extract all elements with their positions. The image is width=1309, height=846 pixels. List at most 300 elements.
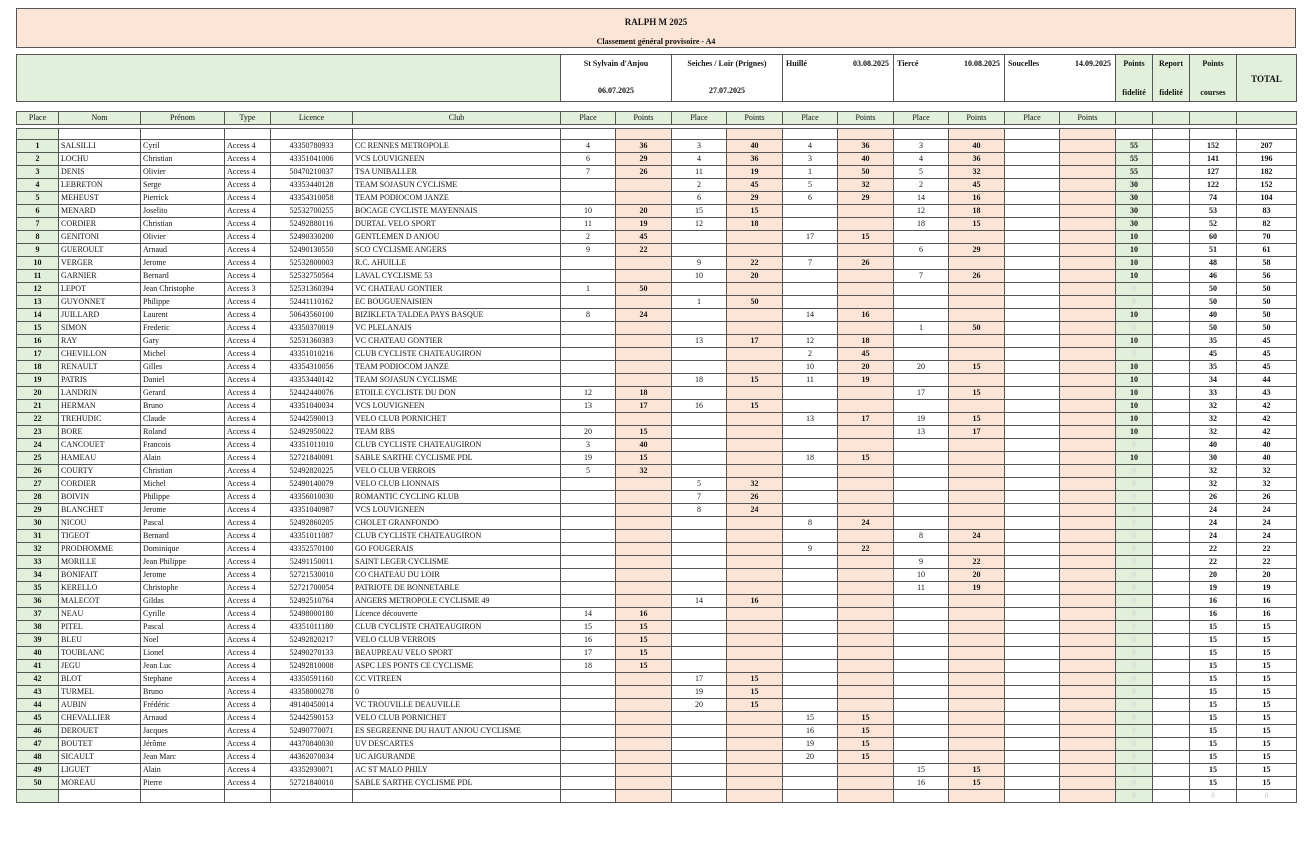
rank-cell: 21 xyxy=(17,400,59,413)
club-cell: ES SEGREENNE DU HAUT ANJOU CYCLISME xyxy=(353,725,561,738)
event-place-cell xyxy=(894,491,949,504)
rank-cell: 14 xyxy=(17,309,59,322)
type-cell: Access 4 xyxy=(225,400,271,413)
event-points-cell xyxy=(616,725,672,738)
prenom-cell: Olivier xyxy=(141,166,225,179)
total-cell: 15 xyxy=(1237,660,1297,673)
club-cell: VELO CLUB VERROIS xyxy=(353,465,561,478)
fidelite-cell: 0 xyxy=(1116,725,1153,738)
type-cell: Access 4 xyxy=(225,309,271,322)
fidelite-cell: 0 xyxy=(1116,608,1153,621)
type-cell: Access 4 xyxy=(225,439,271,452)
nom-cell: JEGU xyxy=(59,660,141,673)
licence-cell: 43350591160 xyxy=(271,673,353,686)
rank-cell: 7 xyxy=(17,218,59,231)
fidelite-cell: 0 xyxy=(1116,517,1153,530)
event-place-cell xyxy=(1005,660,1060,673)
event-place-cell: 20 xyxy=(894,361,949,374)
report-cell xyxy=(1153,283,1190,296)
sheet-title: RALPH M 2025 xyxy=(624,17,688,27)
club-cell: ROMANTIC CYCLING KLUB xyxy=(353,491,561,504)
event-header-1 xyxy=(561,55,672,102)
report-cell xyxy=(1153,712,1190,725)
total-header: TOTAL xyxy=(1237,55,1297,102)
total-cell: 50 xyxy=(1237,283,1297,296)
fidelite-cell: 0 xyxy=(1116,660,1153,673)
courses-cell: 26 xyxy=(1190,491,1237,504)
event-place-cell xyxy=(1005,192,1060,205)
total-cell: 26 xyxy=(1237,491,1297,504)
prenom-cell: Stephane xyxy=(141,673,225,686)
courses-cell: 122 xyxy=(1190,179,1237,192)
event-place-cell: 6 xyxy=(783,192,838,205)
event-place-cell xyxy=(894,660,949,673)
event-points-cell: 15 xyxy=(727,686,783,699)
table-row xyxy=(17,543,1297,556)
report-cell xyxy=(1153,439,1190,452)
courses-cell: 32 xyxy=(1190,400,1237,413)
event-place-cell xyxy=(672,764,727,777)
event-place-cell: 5 xyxy=(672,478,727,491)
table-row xyxy=(17,400,1297,413)
event-points-cell: 24 xyxy=(727,504,783,517)
club-cell: R.C. AHUILLE xyxy=(353,257,561,270)
event-points-cell: 22 xyxy=(616,244,672,257)
courses-cell: 24 xyxy=(1190,517,1237,530)
event-points-cell xyxy=(1060,153,1116,166)
event-place-cell: 2 xyxy=(894,179,949,192)
report-cell xyxy=(1153,426,1190,439)
prenom-cell: Jérôme xyxy=(141,738,225,751)
event-place-cell: 6 xyxy=(672,192,727,205)
rank-cell: 19 xyxy=(17,374,59,387)
event-place-cell: 13 xyxy=(783,413,838,426)
report-cell xyxy=(1153,517,1190,530)
event-points-cell: 15 xyxy=(838,738,894,751)
event-points-cell xyxy=(616,699,672,712)
club-cell: CLUB CYCLISTE CHATEAUGIRON xyxy=(353,348,561,361)
event-points-cell xyxy=(727,764,783,777)
event-points-cell: 15 xyxy=(838,725,894,738)
event-points-cell xyxy=(949,309,1005,322)
event-points-cell xyxy=(616,413,672,426)
event-place-cell xyxy=(1005,348,1060,361)
event-points-cell: 40 xyxy=(727,140,783,153)
event-points-cell: 32 xyxy=(727,478,783,491)
event-place-cell xyxy=(894,751,949,764)
prenom-cell: Michel xyxy=(141,348,225,361)
fidelite-cell: 0 xyxy=(1116,348,1153,361)
event-points-cell xyxy=(1060,179,1116,192)
event-place-cell xyxy=(672,738,727,751)
event-points-cell xyxy=(727,530,783,543)
event-place-cell xyxy=(1005,595,1060,608)
event-place-cell xyxy=(1005,569,1060,582)
nom-cell: RENAULT xyxy=(59,361,141,374)
event-place-cell xyxy=(1005,465,1060,478)
event-points-cell xyxy=(616,764,672,777)
rank-cell: 44 xyxy=(17,699,59,712)
club-cell: TSA UNIBALLER xyxy=(353,166,561,179)
club-cell: GENTLEMEN D ANJOU xyxy=(353,231,561,244)
event-points-cell: 16 xyxy=(949,192,1005,205)
event-points-cell xyxy=(616,491,672,504)
fidelite-cell: 0 xyxy=(1116,777,1153,790)
report-cell xyxy=(1153,465,1190,478)
table-row xyxy=(17,335,1297,348)
event-place-cell xyxy=(561,686,616,699)
fidelite-cell: 0 xyxy=(1116,686,1153,699)
event-place-cell: 18 xyxy=(672,374,727,387)
event-points-cell xyxy=(616,790,672,803)
event-points-cell xyxy=(949,231,1005,244)
event-place-cell xyxy=(1005,738,1060,751)
event-place-cell xyxy=(1005,335,1060,348)
report-cell xyxy=(1153,530,1190,543)
event-points-cell xyxy=(616,530,672,543)
fidelite-cell: 0 xyxy=(1116,582,1153,595)
col-report xyxy=(1153,112,1190,125)
event-place-cell: 19 xyxy=(894,413,949,426)
club-cell: CHOLET GRANFONDO xyxy=(353,517,561,530)
prenom-cell: Lionel xyxy=(141,647,225,660)
event-place-cell: 1 xyxy=(672,296,727,309)
event-points-cell xyxy=(1060,231,1116,244)
nom-cell: BOIVIN xyxy=(59,491,141,504)
nom-cell: BORE xyxy=(59,426,141,439)
rank-cell: 3 xyxy=(17,166,59,179)
club-cell: DURTAL VELO SPORT xyxy=(353,218,561,231)
nom-cell: TURMEL xyxy=(59,686,141,699)
club-cell: AC ST MALO PHILY xyxy=(353,764,561,777)
event-points-cell xyxy=(949,634,1005,647)
total-cell: 58 xyxy=(1237,257,1297,270)
courses-cell: 32 xyxy=(1190,413,1237,426)
report-cell xyxy=(1153,348,1190,361)
courses-cell: 35 xyxy=(1190,335,1237,348)
courses-cell: 74 xyxy=(1190,192,1237,205)
event-place-cell: 9 xyxy=(783,543,838,556)
event-place-cell: 16 xyxy=(672,400,727,413)
event-place-cell xyxy=(783,283,838,296)
event-place-cell xyxy=(783,790,838,803)
licence-cell: 43352930071 xyxy=(271,764,353,777)
nom-cell: DEROUET xyxy=(59,725,141,738)
type-cell: Access 4 xyxy=(225,660,271,673)
event-place-cell xyxy=(1005,777,1060,790)
total-cell: 22 xyxy=(1237,556,1297,569)
table-row xyxy=(17,621,1297,634)
event-points-cell: 15 xyxy=(727,699,783,712)
event-points-cell xyxy=(838,426,894,439)
event-place-cell: 14 xyxy=(561,608,616,621)
event-place-cell xyxy=(672,647,727,660)
event-place-cell xyxy=(672,608,727,621)
total-cell: 70 xyxy=(1237,231,1297,244)
event-points-cell: 17 xyxy=(727,335,783,348)
total-cell: 15 xyxy=(1237,725,1297,738)
event-points-cell xyxy=(949,400,1005,413)
event-place-cell xyxy=(1005,530,1060,543)
fidelite-cell: 0 xyxy=(1116,491,1153,504)
event-points-cell xyxy=(1060,296,1116,309)
event-points-cell xyxy=(1060,478,1116,491)
event-place-cell: 13 xyxy=(894,426,949,439)
table-row xyxy=(17,556,1297,569)
courses-cell: 0 xyxy=(1190,790,1237,803)
event-place-cell xyxy=(894,543,949,556)
prenom-cell: Christophe xyxy=(141,582,225,595)
event-points-cell xyxy=(1060,192,1116,205)
rank-cell: 37 xyxy=(17,608,59,621)
event-name: Tiercé xyxy=(897,59,919,68)
event-points-cell xyxy=(838,387,894,400)
event-points-cell: 22 xyxy=(838,543,894,556)
table-row xyxy=(17,504,1297,517)
event-place-cell xyxy=(894,608,949,621)
courses-cell: 22 xyxy=(1190,543,1237,556)
total-cell: 15 xyxy=(1237,712,1297,725)
event-points-cell: 15 xyxy=(949,413,1005,426)
event-points-cell xyxy=(1060,452,1116,465)
event-points-cell: 17 xyxy=(616,400,672,413)
event-place-cell: 11 xyxy=(894,582,949,595)
rank-cell: 2 xyxy=(17,153,59,166)
club-cell: GO FOUGERAIS xyxy=(353,543,561,556)
type-cell: Access 4 xyxy=(225,712,271,725)
event-place-cell xyxy=(783,582,838,595)
event-place-cell: 5 xyxy=(783,179,838,192)
event-points-cell: 18 xyxy=(616,387,672,400)
event-points-cell xyxy=(1060,205,1116,218)
event-place-cell xyxy=(1005,491,1060,504)
event-points-cell xyxy=(1060,569,1116,582)
rank-cell: 42 xyxy=(17,673,59,686)
rank-cell: 16 xyxy=(17,335,59,348)
event-place-cell xyxy=(783,244,838,257)
club-cell: CC VITREEN xyxy=(353,673,561,686)
event-place-cell xyxy=(1005,504,1060,517)
event-place-cell xyxy=(783,764,838,777)
fidelite-cell: 0 xyxy=(1116,478,1153,491)
event-points-cell xyxy=(838,634,894,647)
club-cell: VELO CLUB PORNICHET xyxy=(353,413,561,426)
event-place-cell xyxy=(561,374,616,387)
prenom-cell: Alain xyxy=(141,764,225,777)
nom-cell: BONIFAIT xyxy=(59,569,141,582)
event-place-cell: 20 xyxy=(783,751,838,764)
licence-cell: 50470210037 xyxy=(271,166,353,179)
rank-cell: 32 xyxy=(17,543,59,556)
prenom-cell: Noel xyxy=(141,634,225,647)
event-place-cell xyxy=(561,543,616,556)
fidelite-cell: 30 xyxy=(1116,192,1153,205)
table-row xyxy=(17,634,1297,647)
rank-cell: 13 xyxy=(17,296,59,309)
prenom-cell: Bruno xyxy=(141,686,225,699)
report-cell xyxy=(1153,140,1190,153)
event-place-cell xyxy=(1005,231,1060,244)
rank-cell: 15 xyxy=(17,322,59,335)
event-place-cell: 11 xyxy=(783,374,838,387)
rank-cell: 33 xyxy=(17,556,59,569)
club-cell: VC CHATEAU GONTIER xyxy=(353,283,561,296)
club-cell: BEAUPREAU VELO SPORT xyxy=(353,647,561,660)
rank-cell: 12 xyxy=(17,283,59,296)
event-points-cell xyxy=(949,660,1005,673)
table-row xyxy=(17,348,1297,361)
nom-cell: GENITONI xyxy=(59,231,141,244)
event-place-cell: 2 xyxy=(672,179,727,192)
event-points-cell: 15 xyxy=(616,452,672,465)
nom-cell: CORDIER xyxy=(59,478,141,491)
header-blank xyxy=(17,55,561,102)
event-place-cell xyxy=(783,465,838,478)
event-place-cell xyxy=(894,231,949,244)
rank-cell: 17 xyxy=(17,348,59,361)
event-points-cell xyxy=(1060,699,1116,712)
event-points-cell xyxy=(1060,413,1116,426)
report-cell xyxy=(1153,400,1190,413)
event-points-cell xyxy=(838,673,894,686)
total-cell: 32 xyxy=(1237,465,1297,478)
event-points-cell: 50 xyxy=(616,283,672,296)
event-points-cell: 26 xyxy=(727,491,783,504)
event-points-cell: 22 xyxy=(727,257,783,270)
points-fidelite-header: Points fidelité xyxy=(1116,55,1153,102)
event-points-cell xyxy=(1060,322,1116,335)
club-cell: EC BOUGUENAISIEN xyxy=(353,296,561,309)
event-date: 03.08.2025 xyxy=(853,59,889,68)
nom-cell: CORDIER xyxy=(59,218,141,231)
event-place-cell: 3 xyxy=(783,153,838,166)
event-points-cell xyxy=(949,712,1005,725)
rank-cell: 18 xyxy=(17,361,59,374)
event-points-cell: 19 xyxy=(616,218,672,231)
total-cell: 24 xyxy=(1237,517,1297,530)
event-place-cell xyxy=(894,738,949,751)
nom-cell: DENIS xyxy=(59,166,141,179)
report-cell xyxy=(1153,205,1190,218)
event-date: 06.07.2025 xyxy=(598,86,634,95)
courses-cell: 127 xyxy=(1190,166,1237,179)
event-place-cell xyxy=(894,699,949,712)
club-cell: SAINT LEGER CYCLISME xyxy=(353,556,561,569)
event-points-cell xyxy=(838,296,894,309)
event-points-cell xyxy=(949,725,1005,738)
club-cell: VC TROUVILLE DEAUVILLE xyxy=(353,699,561,712)
event-place-cell xyxy=(1005,647,1060,660)
nom-cell: PATRIS xyxy=(59,374,141,387)
prenom-cell: Jerome xyxy=(141,569,225,582)
licence-cell: 52531360383 xyxy=(271,335,353,348)
table-row xyxy=(17,478,1297,491)
event-place-cell xyxy=(1005,374,1060,387)
event-place-cell: 16 xyxy=(561,634,616,647)
total-cell: 15 xyxy=(1237,621,1297,634)
event-place-cell xyxy=(894,257,949,270)
event-place-cell xyxy=(1005,413,1060,426)
licence-cell: 52492820217 xyxy=(271,634,353,647)
courses-cell: 30 xyxy=(1190,452,1237,465)
event-place-cell xyxy=(561,764,616,777)
table-row xyxy=(17,491,1297,504)
event-points-cell xyxy=(1060,335,1116,348)
event-points-cell xyxy=(838,465,894,478)
event-place-cell xyxy=(672,569,727,582)
event-points-cell: 19 xyxy=(949,582,1005,595)
courses-cell: 20 xyxy=(1190,569,1237,582)
event-points-cell xyxy=(949,257,1005,270)
col-event-points: Points xyxy=(1060,112,1116,125)
event-place-cell: 18 xyxy=(894,218,949,231)
fidelite-cell: 10 xyxy=(1116,452,1153,465)
rank-cell: 24 xyxy=(17,439,59,452)
licence-cell: 52492950022 xyxy=(271,426,353,439)
total-cell: 152 xyxy=(1237,179,1297,192)
event-place-cell xyxy=(561,569,616,582)
rank-cell: 43 xyxy=(17,686,59,699)
event-points-cell xyxy=(1060,374,1116,387)
courses-cell: 33 xyxy=(1190,387,1237,400)
event-points-cell: 24 xyxy=(838,517,894,530)
fidelite-cell: 0 xyxy=(1116,712,1153,725)
rank-cell: 45 xyxy=(17,712,59,725)
total-cell: 44 xyxy=(1237,374,1297,387)
type-cell: Access 4 xyxy=(225,530,271,543)
event-place-cell xyxy=(672,543,727,556)
event-place-cell: 7 xyxy=(672,491,727,504)
event-place-cell xyxy=(894,478,949,491)
event-place-cell: 16 xyxy=(894,777,949,790)
fidelite-cell: 0 xyxy=(1116,738,1153,751)
type-cell: Access 4 xyxy=(225,491,271,504)
event-place-cell: 17 xyxy=(672,673,727,686)
type-cell: Access 4 xyxy=(225,361,271,374)
event-points-cell xyxy=(838,764,894,777)
table-row xyxy=(17,582,1297,595)
report-cell xyxy=(1153,621,1190,634)
event-points-cell xyxy=(1060,556,1116,569)
event-place-cell xyxy=(1005,218,1060,231)
club-cell: UC AIGURANDE xyxy=(353,751,561,764)
licence-cell: 52492820225 xyxy=(271,465,353,478)
event-place-cell xyxy=(783,439,838,452)
prenom-cell: Jerome xyxy=(141,504,225,517)
prenom-cell: Philippe xyxy=(141,491,225,504)
rank-cell: 5 xyxy=(17,192,59,205)
event-points-cell: 50 xyxy=(727,296,783,309)
event-place-cell xyxy=(783,218,838,231)
table-row xyxy=(17,686,1297,699)
club-cell: BOCAGE CYCLISTE MAYENNAIS xyxy=(353,205,561,218)
prenom-cell: Jean Christophe xyxy=(141,283,225,296)
total-cell: 182 xyxy=(1237,166,1297,179)
event-place-cell xyxy=(894,309,949,322)
type-cell: Access 4 xyxy=(225,621,271,634)
event-place-cell xyxy=(672,751,727,764)
total-cell: 43 xyxy=(1237,387,1297,400)
courses-cell: 15 xyxy=(1190,777,1237,790)
type-cell: Access 4 xyxy=(225,504,271,517)
licence-cell: 52490130550 xyxy=(271,244,353,257)
type-cell: Access 4 xyxy=(225,673,271,686)
event-points-cell: 18 xyxy=(949,205,1005,218)
event-points-cell: 15 xyxy=(616,634,672,647)
event-place-cell xyxy=(672,439,727,452)
licence-cell: 52492510764 xyxy=(271,595,353,608)
club-cell: LAVAL CYCLISME 53 xyxy=(353,270,561,283)
